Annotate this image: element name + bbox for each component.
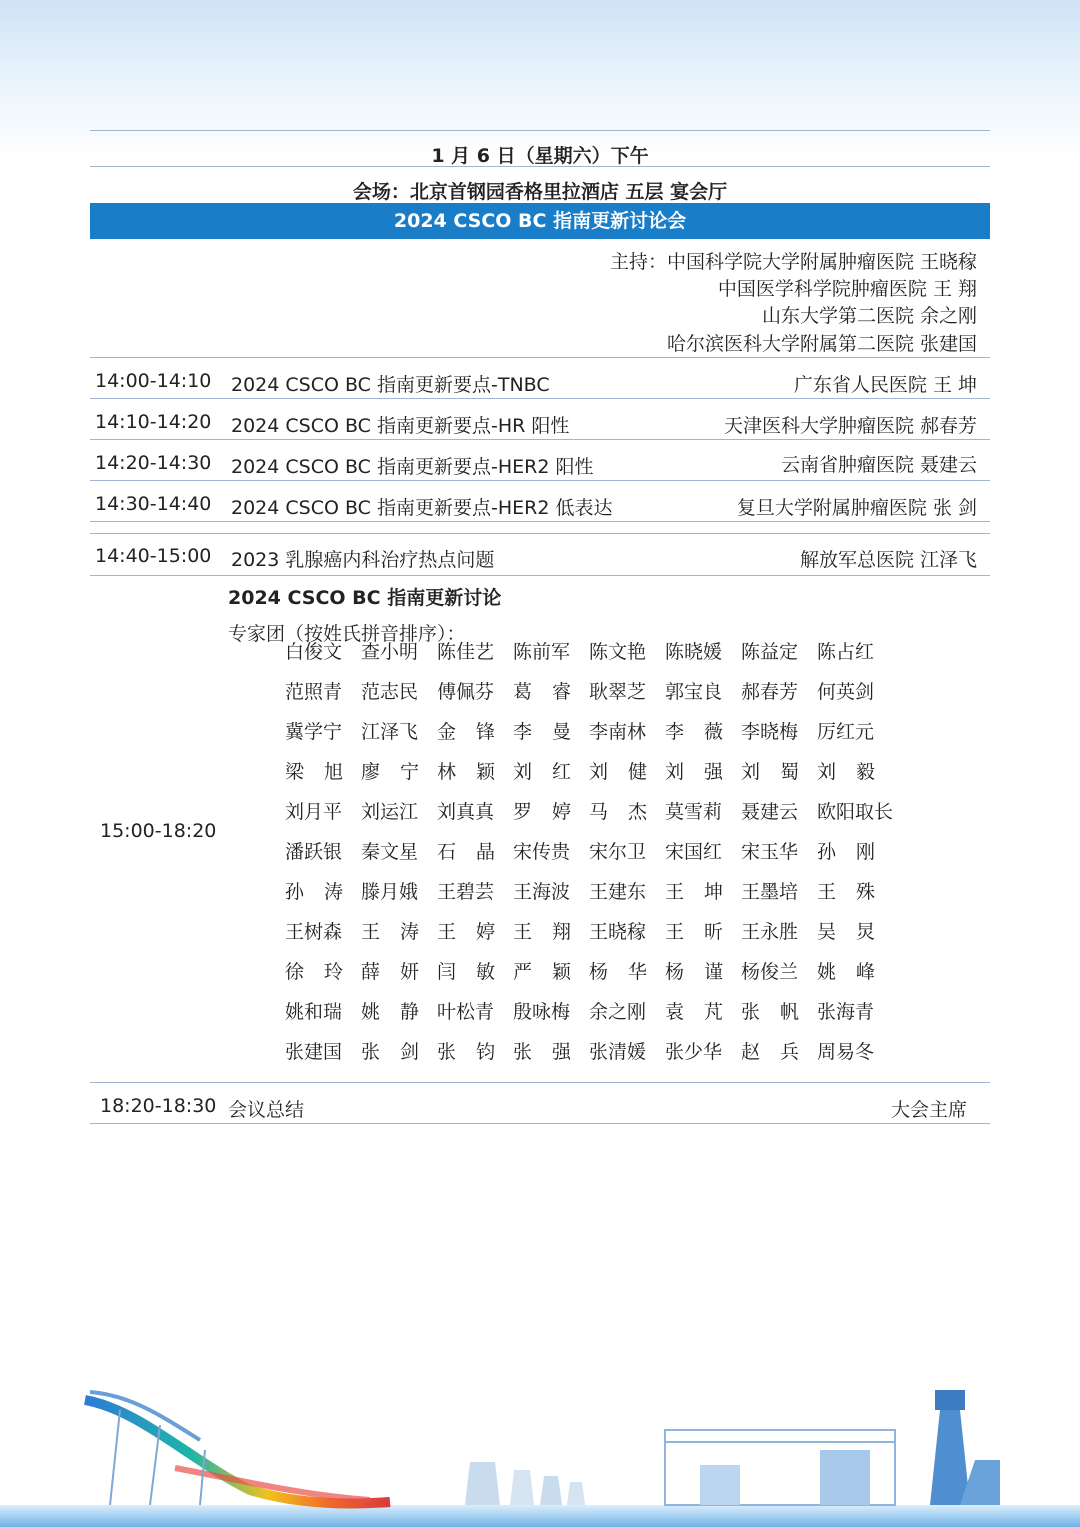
expert-name: 徐玲 [285,961,343,983]
expert-name: 王晓稼 [589,921,647,943]
expert-name: 赵兵 [741,1041,799,1063]
expert-panel-label: 专家团（按姓氏拼音排序）： [228,623,466,645]
expert-name: 陈占红 [817,641,875,663]
expert-name: 聂建云 [741,801,799,823]
expert-name: 江泽飞 [361,721,419,743]
expert-name: 范志民 [361,681,419,703]
expert-name: 滕月娥 [361,881,419,903]
host-line: 山东大学第二医院 余之刚 [761,305,977,327]
expert-name: 李晓梅 [741,721,799,743]
expert-name: 吴炅 [817,921,875,943]
expert-name: 葛睿 [513,681,571,703]
talk-topic: 2023 乳腺癌内科治疗热点问题 [231,549,495,571]
expert-name: 傅佩芬 [437,681,495,703]
expert-name: 杨谨 [665,961,723,983]
talk-speaker: 解放军总医院 江泽飞 [799,549,977,571]
expert-name: 袁芃 [665,1001,723,1023]
expert-name: 王永胜 [741,921,799,943]
expert-name: 刘毅 [817,761,875,783]
expert-name: 郭宝良 [665,681,723,703]
expert-name: 刘运江 [361,801,419,823]
host-line: 中国医学科学院肿瘤医院 王 翔 [717,278,977,300]
talk-time: 14:30-14:40 [95,493,212,515]
divider [90,521,990,522]
talk-time: 14:00-14:10 [95,370,212,392]
expert-name: 叶松青 [437,1001,495,1023]
divider [90,480,990,481]
talk-speaker: 云南省肿瘤医院 聂建云 [780,454,977,476]
expert-name: 闫敏 [437,961,495,983]
closing-time: 18:20-18:30 [100,1095,217,1117]
talk-speaker: 复旦大学附属肿瘤医院 张 剑 [736,497,977,519]
expert-name: 姚和瑞 [285,1001,343,1023]
expert-name: 林颖 [437,761,495,783]
expert-name: 王坤 [665,881,723,903]
expert-name: 莫雪莉 [665,801,723,823]
discussion-title: 2024 CSCO BC 指南更新讨论 [228,587,502,609]
date-heading: 1 月 6 日（星期六）下午 [431,145,649,167]
expert-name: 廖宁 [361,761,419,783]
expert-name: 王翔 [513,921,571,943]
talk-time: 14:20-14:30 [95,452,212,474]
expert-name: 陈晓媛 [665,641,723,663]
talk-topic: 2024 CSCO BC 指南更新要点-HER2 低表达 [231,497,613,519]
expert-name: 张强 [513,1041,571,1063]
expert-name: 冀学宁 [285,721,343,743]
expert-name: 李曼 [513,721,571,743]
expert-name: 张帆 [741,1001,799,1023]
expert-name: 孙涛 [285,881,343,903]
expert-name: 王涛 [361,921,419,943]
expert-name: 王殊 [817,881,875,903]
expert-name: 张钧 [437,1041,495,1063]
closing-topic: 会议总结 [228,1099,305,1121]
expert-name: 张清媛 [589,1041,647,1063]
expert-name: 欧阳取长 [817,801,894,823]
expert-name: 严颖 [513,961,571,983]
expert-name: 宋国红 [665,841,723,863]
expert-name: 王昕 [665,921,723,943]
host-line: 哈尔滨医科大学附属第二医院 张建国 [666,333,977,355]
divider [90,439,990,440]
expert-name: 范照青 [285,681,343,703]
divider [90,357,990,358]
talk-speaker: 天津医科大学肿瘤医院 郝春芳 [723,415,977,437]
expert-name: 王建东 [589,881,647,903]
expert-name: 王碧芸 [437,881,495,903]
expert-name: 陈佳艺 [437,641,495,663]
divider [90,533,990,534]
expert-name: 周易冬 [817,1041,875,1063]
expert-name: 薛妍 [361,961,419,983]
expert-name: 李南林 [589,721,647,743]
expert-name: 王海波 [513,881,571,903]
expert-name: 杨华 [589,961,647,983]
expert-name: 张海青 [817,1001,875,1023]
expert-name: 刘强 [665,761,723,783]
expert-name: 姚静 [361,1001,419,1023]
divider [90,1123,990,1124]
expert-name: 厉红元 [817,721,875,743]
divider [90,1082,990,1083]
expert-name: 何英剑 [817,681,875,703]
expert-name: 刘真真 [437,801,495,823]
discussion-time: 15:00-18:20 [100,820,217,842]
expert-name: 王墨培 [741,881,799,903]
expert-name: 宋尔卫 [589,841,647,863]
expert-name: 石晶 [437,841,495,863]
expert-name: 张剑 [361,1041,419,1063]
expert-name: 郝春芳 [741,681,799,703]
expert-name: 罗婷 [513,801,571,823]
expert-name: 刘健 [589,761,647,783]
skyline-illustration [0,1370,1080,1527]
expert-name: 杨俊兰 [741,961,799,983]
divider [90,130,990,131]
expert-name: 陈益定 [741,641,799,663]
talk-speaker: 广东省人民医院 王 坤 [793,374,977,396]
expert-name: 宋传贵 [513,841,571,863]
expert-name: 潘跃银 [285,841,343,863]
divider [90,398,990,399]
expert-name: 张建国 [285,1041,343,1063]
expert-name: 姚峰 [817,961,875,983]
closing-speaker: 大会主席 [890,1099,967,1121]
expert-name: 王树森 [285,921,343,943]
talk-time: 14:40-15:00 [95,545,212,567]
talk-topic: 2024 CSCO BC 指南更新要点-HER2 阳性 [231,456,594,478]
expert-name: 李薇 [665,721,723,743]
expert-name: 查小明 [361,641,419,663]
divider [90,575,990,576]
expert-name: 马杰 [589,801,647,823]
expert-name: 宋玉华 [741,841,799,863]
expert-name: 陈文艳 [589,641,647,663]
expert-name: 白俊文 [285,641,343,663]
expert-name: 殷咏梅 [513,1001,571,1023]
expert-name: 刘月平 [285,801,343,823]
talk-topic: 2024 CSCO BC 指南更新要点-HR 阳性 [231,415,570,437]
expert-name: 金锋 [437,721,495,743]
expert-name: 梁旭 [285,761,343,783]
expert-name: 刘红 [513,761,571,783]
expert-name: 余之刚 [589,1001,647,1023]
expert-name: 张少华 [665,1041,723,1063]
session-banner: 2024 CSCO BC 指南更新讨论会 [90,203,990,239]
host-line: 主持：中国科学院大学附属肿瘤医院 王晓稼 [609,251,977,273]
venue-heading: 会场：北京首钢园香格里拉酒店 五层 宴会厅 [352,181,728,203]
expert-name: 耿翠芝 [589,681,647,703]
expert-name: 陈前军 [513,641,571,663]
expert-name: 刘蜀 [741,761,799,783]
expert-name: 秦文星 [361,841,419,863]
talk-topic: 2024 CSCO BC 指南更新要点-TNBC [231,374,550,396]
talk-time: 14:10-14:20 [95,411,212,433]
expert-name: 孙刚 [817,841,875,863]
expert-name: 王婷 [437,921,495,943]
